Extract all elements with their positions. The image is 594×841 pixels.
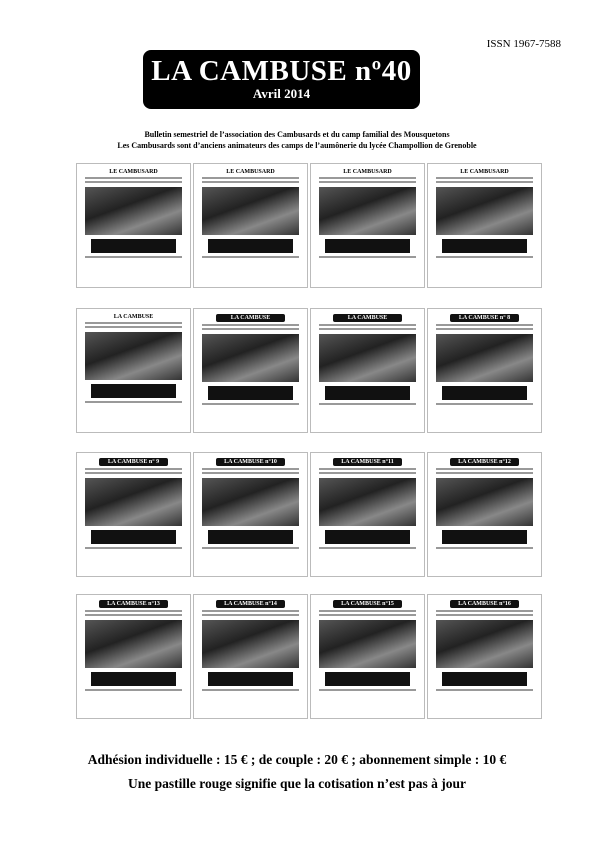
cover-photo: [85, 620, 182, 668]
cover-title: LA CAMBUSE: [113, 314, 154, 320]
cover-thumbnail: [427, 594, 542, 719]
text-line: [436, 181, 533, 183]
subtitle-line-2: Les Cambusards sont d’anciens animateurs des camps de l’aumônerie du lycée Champollion de Grenoble: [117, 141, 477, 150]
text-line: [436, 177, 533, 179]
cover-title: LA CAMBUSE: [333, 314, 402, 322]
red-dot-note: Une pastille rouge signifie que la cotisation n’est pas à jour: [127, 776, 466, 791]
cover-photo: [436, 187, 533, 235]
cover-title: LA CAMBUSE n° 9: [99, 458, 168, 466]
cover-title: LE CAMBUSARD: [460, 169, 509, 175]
text-line: [319, 468, 416, 470]
cover-photo: [319, 620, 416, 668]
text-line: [202, 610, 299, 612]
text-line: [202, 328, 299, 330]
caption-box: [208, 672, 293, 686]
text-line: [202, 403, 299, 405]
text-line: [436, 403, 533, 405]
text-line: [85, 547, 182, 549]
text-line: [436, 472, 533, 474]
cover-thumbnail: [310, 308, 425, 433]
text-line: [319, 324, 416, 326]
cover-thumbnail: [310, 452, 425, 577]
cover-photo: [319, 334, 416, 382]
text-line: [202, 256, 299, 258]
text-line: [202, 689, 299, 691]
cover-photo: [202, 620, 299, 668]
caption-box: [91, 530, 176, 544]
text-line: [85, 610, 182, 612]
text-line: [436, 610, 533, 612]
text-line: [319, 610, 416, 612]
caption-box: [208, 239, 293, 253]
cover-photo: [436, 620, 533, 668]
cover-title: LE CAMBUSARD: [343, 169, 392, 175]
cover-title: LE CAMBUSARD: [109, 169, 158, 175]
caption-box: [442, 530, 527, 544]
cover-thumbnail: [76, 163, 191, 288]
page-title: LA CAMBUSE nº40: [151, 55, 412, 87]
cover-thumbnail: [427, 308, 542, 433]
cover-title: LA CAMBUSE n° 8: [450, 314, 519, 322]
text-line: [436, 468, 533, 470]
text-line: [202, 324, 299, 326]
text-line: [436, 256, 533, 258]
cover-photo: [319, 478, 416, 526]
text-line: [319, 472, 416, 474]
text-line: [436, 324, 533, 326]
text-line: [85, 177, 182, 179]
cover-photo: [202, 187, 299, 235]
issn-label: ISSN 1967-7588: [486, 38, 561, 50]
caption-box: [442, 386, 527, 400]
caption-box: [325, 386, 410, 400]
cover-thumbnail: [427, 163, 542, 288]
cover-photo: [436, 334, 533, 382]
text-line: [319, 547, 416, 549]
text-line: [319, 328, 416, 330]
caption-box: [325, 239, 410, 253]
caption-box: [91, 672, 176, 686]
caption-box: [91, 384, 176, 398]
cover-thumbnail: [76, 594, 191, 719]
text-line: [85, 689, 182, 691]
caption-box: [325, 530, 410, 544]
text-line: [202, 177, 299, 179]
cover-title: LA CAMBUSE n°16: [450, 600, 519, 608]
text-line: [319, 403, 416, 405]
cover-photo: [319, 187, 416, 235]
text-line: [436, 328, 533, 330]
cover-title: LA CAMBUSE n°12: [450, 458, 519, 466]
text-line: [85, 322, 182, 324]
text-line: [319, 181, 416, 183]
cover-photo: [436, 478, 533, 526]
text-line: [85, 181, 182, 183]
text-line: [319, 614, 416, 616]
text-line: [436, 689, 533, 691]
cover-thumbnail: [193, 594, 308, 719]
caption-box: [91, 239, 176, 253]
cover-photo: [85, 478, 182, 526]
caption-box: [325, 672, 410, 686]
cover-title: LA CAMBUSE n°14: [216, 600, 285, 608]
caption-box: [208, 386, 293, 400]
text-line: [85, 614, 182, 616]
text-line: [202, 547, 299, 549]
cover-title: LA CAMBUSE n°13: [99, 600, 168, 608]
text-line: [319, 177, 416, 179]
cover-title: LA CAMBUSE n°10: [216, 458, 285, 466]
issue-date: Avril 2014: [252, 86, 311, 101]
cover-photo: [85, 187, 182, 235]
text-line: [85, 256, 182, 258]
cover-title: LA CAMBUSE: [216, 314, 285, 322]
text-line: [85, 472, 182, 474]
text-line: [436, 614, 533, 616]
text-line: [202, 181, 299, 183]
text-line: [202, 468, 299, 470]
text-line: [202, 614, 299, 616]
cover-thumbnail: [76, 452, 191, 577]
membership-fees: Adhésion individuelle : 15 € ; de couple : 20 € ; abonnement simple : 10 €: [87, 752, 507, 767]
cover-thumbnail: [310, 163, 425, 288]
text-line: [85, 468, 182, 470]
subtitle-line-1: Bulletin semestriel de l’association des Cambusards et du camp familial des Mousquetons: [144, 130, 450, 139]
cover-title: LE CAMBUSARD: [226, 169, 275, 175]
cover-thumbnail: [193, 308, 308, 433]
text-line: [85, 401, 182, 403]
caption-box: [208, 530, 293, 544]
text-line: [319, 689, 416, 691]
caption-box: [442, 239, 527, 253]
cover-thumbnail: [76, 308, 191, 433]
text-line: [85, 326, 182, 328]
cover-thumbnail: [310, 594, 425, 719]
cover-title: LA CAMBUSE n°15: [333, 600, 402, 608]
cover-photo: [85, 332, 182, 380]
text-line: [319, 256, 416, 258]
cover-thumbnail: [193, 163, 308, 288]
text-line: [436, 547, 533, 549]
cover-photo: [202, 334, 299, 382]
cover-photo: [202, 478, 299, 526]
cover-thumbnail: [193, 452, 308, 577]
cover-thumbnail: [427, 452, 542, 577]
caption-box: [442, 672, 527, 686]
cover-title: LA CAMBUSE n°11: [333, 458, 402, 466]
text-line: [202, 472, 299, 474]
